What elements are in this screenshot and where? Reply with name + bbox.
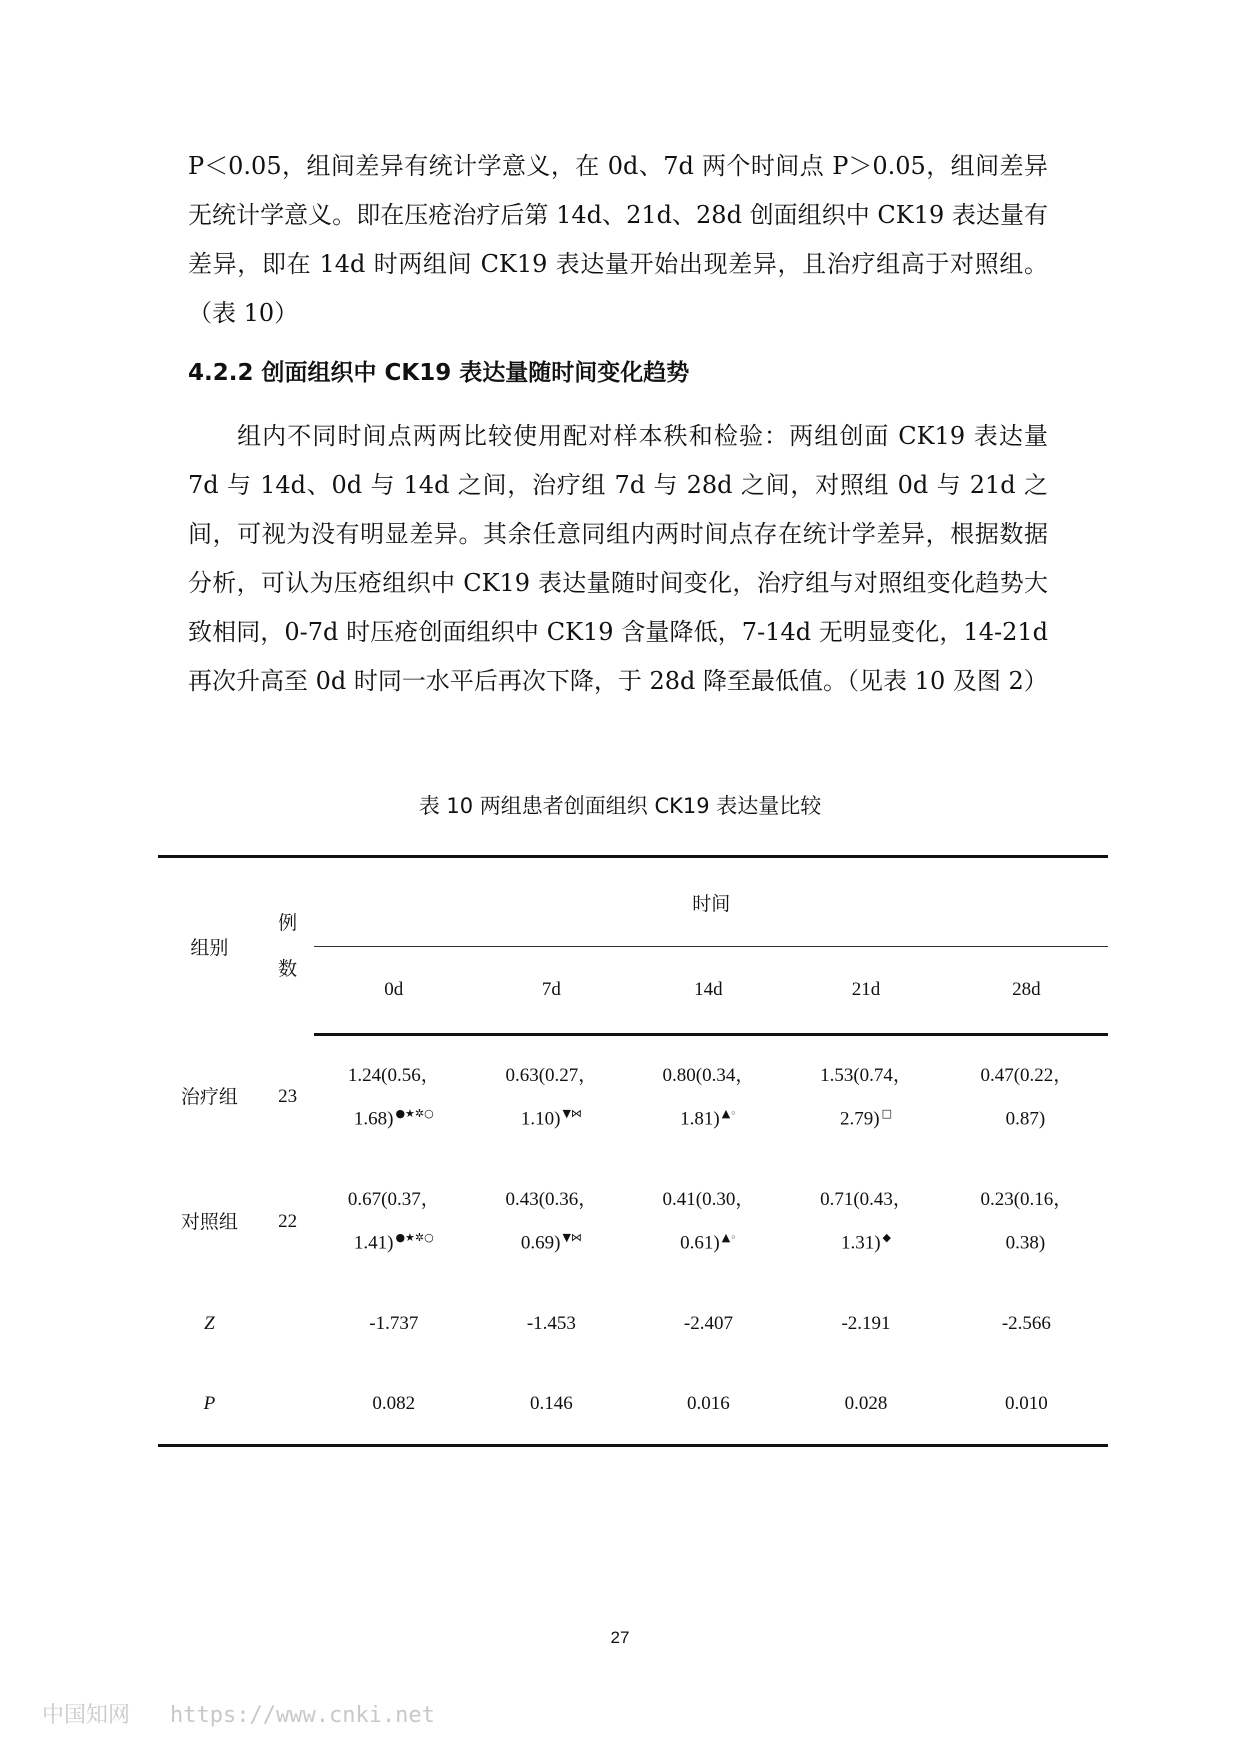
row-group-label: 对照组: [180, 1211, 238, 1233]
cell-line-1: 0.47(0.22，: [980, 1065, 1073, 1087]
cell-line-1: 1.24(0.56，: [347, 1065, 440, 1087]
table-row-control: [158, 1160, 1108, 1284]
watermark-cnki-name: 中国知网: [42, 1703, 131, 1728]
table-cell: [945, 1160, 1108, 1284]
z-value: -2.191: [841, 1313, 891, 1334]
table-cell: [473, 1035, 629, 1161]
cell-line-2: [473, 1095, 629, 1138]
table-row-p: [158, 1364, 1108, 1446]
cell-line-2: [314, 1095, 473, 1138]
table-cell: [314, 1035, 473, 1161]
paragraph-2: [188, 412, 1048, 706]
p-value: 0.082: [314, 1364, 473, 1446]
table-cell: [630, 1035, 788, 1161]
z-value: -2.407: [683, 1313, 733, 1334]
significance-marks: ▲◦: [721, 1107, 737, 1121]
table-cell: [787, 1160, 945, 1284]
header-time-0d: 0d: [314, 947, 473, 1035]
z-value: -2.566: [1001, 1313, 1051, 1334]
p-label: P: [158, 1364, 261, 1446]
header-time-7d: 7d: [473, 947, 629, 1035]
header-n: [261, 857, 315, 1035]
significance-marks: ◆: [882, 1231, 892, 1245]
p-value: 0.028: [787, 1364, 945, 1446]
cell-value: 1.81): [680, 1108, 720, 1130]
z-value: -1.737: [369, 1313, 419, 1334]
significance-marks: ▼⋈: [562, 1107, 582, 1121]
table-cell: [630, 1160, 788, 1284]
table-cell: [787, 1035, 945, 1161]
header-time: 时间: [314, 857, 1108, 947]
results-table: [158, 855, 1108, 1447]
table-cell: [945, 1035, 1108, 1161]
cell-value: 0.61): [680, 1232, 720, 1254]
cell-line-1: 0.41(0.30，: [662, 1189, 755, 1211]
header-n-text: 例数: [278, 912, 298, 981]
row-n: 23: [278, 1086, 298, 1108]
paragraph-1: P＜0.05，组间差异有统计学意义，在 0d、7d 两个时间点 P＞0.05，组间差异无统计学意义。即在压疮治疗后第 14d、21d、28d 创面组织中 CK19 表达量有差异，即在 14d 时两组间 CK19 表达量开始出现差异，且治疗组高于对照组。（表 10）: [188, 152, 1048, 327]
cell-line-2: [787, 1219, 945, 1262]
cell-line-2: [314, 1219, 473, 1262]
row-n: 22: [278, 1211, 298, 1232]
cell-line-2: [787, 1095, 945, 1138]
significance-marks: □: [881, 1107, 892, 1121]
watermark: [42, 1698, 435, 1729]
header-group: 组别: [158, 857, 261, 1035]
table-row-z: [158, 1284, 1108, 1364]
table-caption: 表 10 两组患者创面组织 CK19 表达量比较: [418, 794, 822, 818]
cell-line-2: [473, 1219, 629, 1262]
header-time-21d: 21d: [787, 947, 945, 1035]
cell-line-2: [945, 1095, 1108, 1138]
cell-line-1: 0.63(0.27，: [505, 1065, 598, 1087]
p-value: 0.146: [473, 1364, 629, 1446]
cell-value: 0.87): [1005, 1108, 1046, 1130]
cell-value: 1.41): [353, 1232, 394, 1254]
cell-line-2: [945, 1219, 1108, 1262]
table-row-treatment: [158, 1035, 1108, 1161]
cell-line-1: 1.53(0.74，: [820, 1065, 912, 1087]
cell-value: 0.38): [1005, 1232, 1046, 1254]
z-label: Z: [204, 1313, 215, 1334]
cell-line-1: 0.80(0.34，: [662, 1065, 755, 1087]
paragraph-2-text: 组内不同时间点两两比较使用配对样本秩和检验：两组创面 CK19 表达量 7d 与 14d、0d 与 14d 之间，治疗组 7d 与 28d 之间，对照组 0d 与 21d 之间，可视为没有明显差异。其余任意同组内两时间点存在统计学差异，根据数据分析，可认为压疮组织中 CK19 表达量随时间变化，治疗组与对照组变化趋势大致相同，0-7d 时压疮创面组织中 CK19 含量降低，7-14d 无明显变化，14-21d 再次升高至 0d 时同一水平后再次下降，于 28d 降至最低值。（见表 10 及图 2）: [188, 422, 1048, 695]
watermark-url: https://www.cnki.net: [170, 1703, 435, 1728]
empty-cell: [261, 1364, 315, 1446]
z-value: -1.453: [526, 1313, 576, 1334]
header-time-14d: 14d: [630, 947, 788, 1035]
significance-marks: ●★✲○: [395, 1231, 434, 1245]
significance-marks: ▼⋈: [562, 1231, 582, 1245]
significance-marks: ●★✲○: [395, 1107, 434, 1121]
row-group-label: 治疗组: [180, 1086, 238, 1109]
cell-line-2: [630, 1095, 788, 1138]
cell-value: 2.79): [840, 1108, 880, 1130]
p-value: 0.016: [630, 1364, 788, 1446]
empty-cell: [261, 1284, 315, 1364]
cell-line-1: 0.43(0.36，: [505, 1189, 598, 1211]
cell-line-1: 0.23(0.16，: [980, 1189, 1073, 1211]
p-value: 0.010: [945, 1364, 1108, 1446]
cell-value: 1.10): [520, 1108, 561, 1130]
table-cell: [473, 1160, 629, 1284]
header-time-28d: 28d: [945, 947, 1108, 1035]
cell-line-1: 0.67(0.37，: [347, 1189, 440, 1211]
significance-marks: ▲◦: [721, 1231, 737, 1245]
cell-value: 0.69): [520, 1232, 561, 1254]
cell-line-1: 0.71(0.43，: [820, 1189, 912, 1211]
cell-value: 1.68): [353, 1108, 394, 1130]
page-number: 27: [610, 1628, 630, 1647]
table-cell: [314, 1160, 473, 1284]
cell-value: 1.31): [840, 1232, 881, 1254]
cell-line-2: [630, 1219, 788, 1262]
section-heading: 4.2.2 创面组织中 CK19 表达量随时间变化趋势: [188, 360, 690, 386]
